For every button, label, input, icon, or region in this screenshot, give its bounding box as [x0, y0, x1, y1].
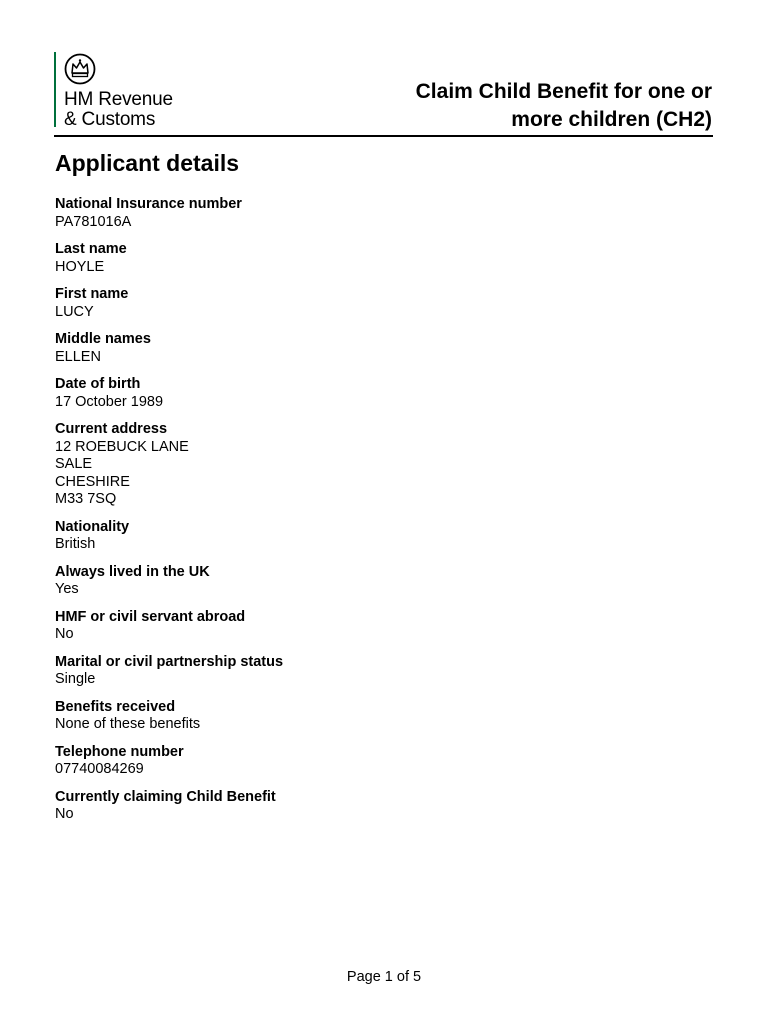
field-item — [55, 654, 695, 689]
field-value: CHESHIRE — [55, 473, 130, 490]
header-divider — [54, 135, 713, 137]
field-item — [55, 744, 695, 779]
page-number: Page 1 of 5 — [346, 969, 422, 985]
section-title: Applicant details — [55, 150, 240, 176]
field-value: 12 ROEBUCK LANE — [55, 438, 189, 455]
field-item — [55, 241, 695, 276]
logo-text-line1: HM Revenue — [64, 89, 173, 110]
field-value: Yes — [55, 581, 79, 597]
field-value: LUCY — [55, 303, 94, 320]
field-label: Last name — [55, 241, 127, 257]
field-item — [55, 331, 695, 366]
field-label: Telephone number — [55, 743, 184, 760]
field-label: National Insurance number — [55, 196, 242, 212]
document-title-line2: more children (CH2) — [511, 108, 712, 131]
field-value: PA781016A — [55, 213, 132, 230]
field-item — [55, 609, 695, 644]
field-label: Nationality — [55, 518, 130, 535]
field-value: HOYLE — [55, 258, 105, 275]
field-value: M33 7SQ — [55, 491, 117, 507]
logo-green-bar — [54, 52, 56, 127]
logo-body — [64, 52, 194, 130]
logo-text-line2: & Customs — [64, 109, 156, 130]
field-item — [55, 699, 695, 734]
field-label: Date of birth — [55, 376, 141, 392]
field-value: ELLEN — [55, 348, 101, 365]
field-label: Currently claiming Child Benefit — [55, 788, 276, 805]
field-label: Marital or civil partnership status — [55, 653, 284, 670]
crown-crest-icon — [64, 53, 96, 85]
field-label: HMF or civil servant abroad — [55, 608, 246, 625]
field-value: SALE — [55, 456, 93, 472]
field-label: First name — [55, 286, 129, 302]
field-item — [55, 421, 695, 509]
field-value: No — [55, 626, 74, 642]
applicant-fields — [55, 196, 695, 834]
field-value: No — [55, 806, 74, 822]
field-value: Single — [55, 671, 96, 687]
field-item — [55, 196, 695, 231]
field-value: None of these benefits — [55, 716, 201, 732]
field-label: Current address — [55, 421, 168, 437]
field-label: Middle names — [55, 331, 151, 347]
field-item — [55, 789, 695, 824]
field-value: British — [55, 536, 96, 552]
field-label: Always lived in the UK — [55, 563, 210, 580]
field-item — [55, 286, 695, 321]
field-value: 07740084269 — [55, 761, 144, 777]
hmrc-logo — [54, 52, 194, 130]
field-item — [55, 519, 695, 554]
field-label: Benefits received — [55, 698, 176, 715]
document-title — [352, 78, 712, 134]
field-item — [55, 376, 695, 411]
field-value: 17 October 1989 — [55, 393, 164, 410]
document-title-line1: Claim Child Benefit for one or — [415, 80, 712, 103]
field-item — [55, 564, 695, 599]
